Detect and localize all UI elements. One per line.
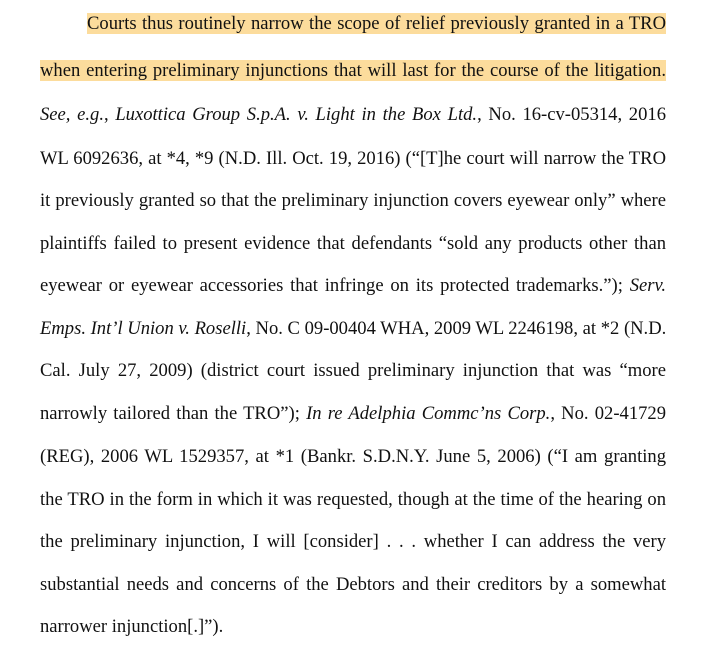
text-line <box>40 571 666 599</box>
body-text: , No. C 09-00404 WHA, 2009 WL 2246198, at *2 (N.D. <box>246 318 667 339</box>
text-line <box>40 101 666 129</box>
highlighted-text: when entering preliminary injunctions that will last for the course of the litigation. <box>40 60 666 81</box>
body-text: Cal. July 27, 2009) (district court issued preliminary injunction that was “more <box>40 360 666 381</box>
body-text: plaintiffs failed to present evidence that defendants “sold any products other than <box>40 233 666 254</box>
text-line <box>40 357 666 385</box>
text-line <box>40 400 666 428</box>
body-text: substantial needs and concerns of the Debtors and their creditors by a somewhat <box>40 574 666 595</box>
body-text: , <box>103 104 116 125</box>
case-citation-italic: Luxottica Group S.p.A. v. Light in the Box Ltd. <box>115 104 478 125</box>
body-text: , No. 02-41729 <box>550 403 667 424</box>
text-line <box>40 443 666 471</box>
text-line <box>87 10 666 38</box>
body-text: WL 6092636, at *4, *9 (N.D. Ill. Oct. 19, 2016) (“[T]he court will narrow the TRO <box>40 148 666 169</box>
body-text: narrowly tailored than the TRO”); <box>40 403 307 424</box>
body-text: the TRO in the form in which it was requested, though at the time of the hearing on <box>40 489 666 510</box>
text-line <box>40 230 666 258</box>
text-line <box>40 272 666 300</box>
text-line <box>40 486 666 514</box>
text-line <box>40 145 666 173</box>
case-citation-italic: Serv. <box>629 275 666 296</box>
text-line <box>40 613 666 641</box>
case-citation-italic: See, e.g. <box>40 104 104 125</box>
body-text: , No. 16-cv-05314, 2016 <box>477 104 666 125</box>
highlighted-text: Courts thus routinely narrow the scope of relief previously granted in a TRO <box>87 13 666 34</box>
body-text: the preliminary injunction, I will [consider] . . . whether I can address the very <box>40 531 666 552</box>
case-citation-italic: Emps. Int’l Union v. Roselli <box>40 318 247 339</box>
body-text: eyewear or eyewear accessories that infringe on its protected trademarks.”); <box>40 275 630 296</box>
text-line <box>40 315 666 343</box>
text-line <box>40 187 666 215</box>
case-citation-italic: In re Adelphia Commc’ns Corp. <box>306 403 551 424</box>
body-text: it previously granted so that the preliminary injunction covers eyewear only” where <box>40 190 666 211</box>
body-text: narrower injunction[.]”). <box>40 616 224 637</box>
body-text: (REG), 2006 WL 1529357, at *1 (Bankr. S.D.N.Y. June 5, 2006) (“I am granting <box>40 446 666 467</box>
text-line <box>40 57 666 85</box>
text-line <box>40 528 666 556</box>
